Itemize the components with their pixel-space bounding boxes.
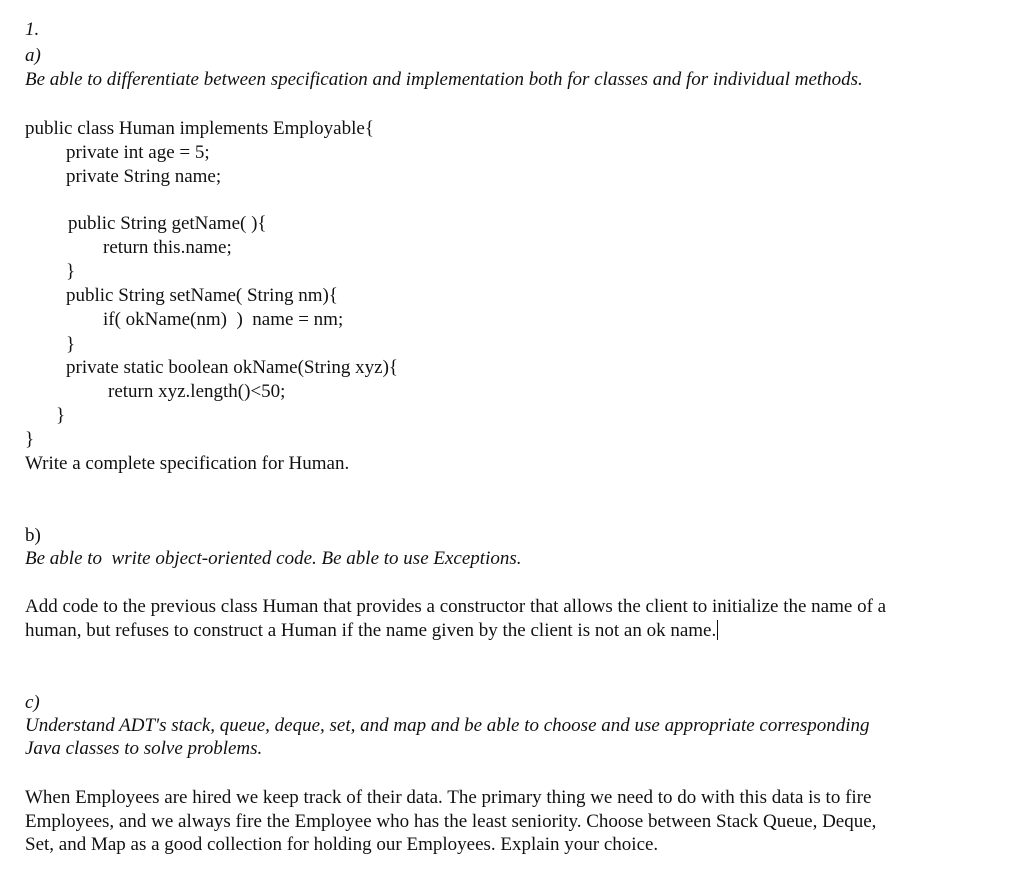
part-a-task: Write a complete specification for Human. [25,453,350,474]
code-line: } [56,405,66,426]
code-line: } [66,261,76,282]
part-c-task-line-1: When Employees are hired we keep track of their data. The primary thing we need to do with this data is to fire [25,787,872,808]
part-b-task-line-2-wrap[interactable] [25,620,718,642]
code-line: private int age = 5; [66,142,210,163]
code-line: public String getName( ){ [68,213,267,234]
part-a-objective: Be able to differentiate between specification and implementation both for classes and for individual methods. [25,69,863,90]
code-line: public class Human implements Employable{ [25,118,374,139]
part-c-objective-line-1: Understand ADT's stack, queue, deque, set, and map and be able to choose and use appropriate corresponding [25,715,870,736]
part-b-label: b) [25,525,41,546]
code-line: } [66,334,76,355]
code-line: } [25,429,35,450]
part-a-label: a) [25,45,41,66]
code-line: private String name; [66,166,222,187]
part-c-task-line-2: Employees, and we always fire the Employee who has the least seniority. Choose between Stack Queue, Deque, [25,811,877,832]
part-b-task-line-2: human, but refuses to construct a Human if the name given by the client is not an ok name. [25,620,717,641]
part-c-label: c) [25,692,40,713]
part-b-task-line-1: Add code to the previous class Human that provides a constructor that allows the client to initialize the name of a [25,596,887,617]
question-number: 1. [25,19,40,40]
part-b-objective: Be able to write object-oriented code. Be able to use Exceptions. [25,548,522,569]
code-line: public String setName( String nm){ [66,285,338,306]
part-c-objective-line-2: Java classes to solve problems. [25,738,263,759]
text-caret [717,620,718,640]
code-line: if( okName(nm) ) name = nm; [103,309,344,330]
code-line: private static boolean okName(String xyz){ [66,357,399,378]
part-c-task-line-3: Set, and Map as a good collection for holding our Employees. Explain your choice. [25,834,659,855]
code-line: return xyz.length()<50; [108,381,286,402]
code-line: return this.name; [103,237,232,258]
